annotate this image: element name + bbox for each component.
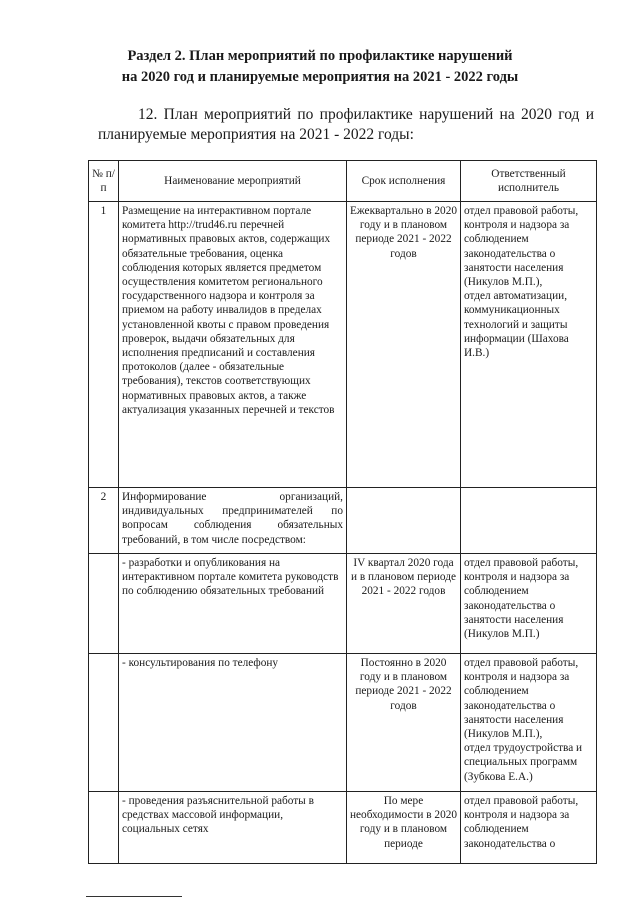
table-row [89,202,597,488]
row-responsible: отдел правовой работы, контроля и надзора за соблюдением законодательства о занятости населения (Никулов М.П.) [461,554,597,654]
footnote-divider [86,896,182,897]
row-num: 2 [89,488,119,554]
plan-table [88,160,597,864]
row-term: Ежеквартально в 2020 году и в плановом периоде 2021 - 2022 годов [347,202,461,488]
row-responsible: отдел правовой работы, контроля и надзора за соблюдением законодательства о [461,792,597,864]
intro-line-1: 12. План мероприятий по профилактике нарушений на 2020 год и [138,106,594,123]
header-name: Наименование мероприятий [119,161,347,202]
row-num [89,792,119,864]
table-header-row [89,161,597,202]
header-responsible: Ответственный исполнитель [461,161,597,202]
row-term: Постоянно в 2020 году и в плановом периоде 2021 - 2022 годов [347,654,461,792]
row-name: - проведения разъяснительной работы в средствах массовой информации, социальных сетях [119,792,347,864]
section-heading [0,46,640,88]
row-name: Размещение на интерактивном портале комитета http://trud46.ru перечней нормативных правовых актов, содержащих обязательные требования, оценка соблюдения которых является предметом осуществления комитетом регионального государственного надзора и контроля за приемом на работу инвалидов в пределах установленной квоты с правом проведения проверок, выдачи обязательных для исполнения предписаний и составления протоколов (далее - обязательные требования), текстов соответствующих нормативных правовых актов, а также актуализация указанных перечней и текстов [119,202,347,488]
row-term [347,488,461,554]
row-term: IV квартал 2020 года и в плановом периоде 2021 - 2022 годов [347,554,461,654]
section-title-line-2: на 2020 год и планируемые мероприятия на 2021 - 2022 годы [121,69,519,85]
row-responsible: отдел правовой работы, контроля и надзора за соблюдением законодательства о занятости населения (Никулов М.П.), отдел автоматизации, коммуникационных технологий и защиты информации (Шахова И.В.) [461,202,597,488]
row-name: - консультирования по телефону [119,654,347,792]
row-num [89,654,119,792]
table-row [89,488,597,554]
section-title-line-1: Раздел 2. План мероприятий по профилактике нарушений [127,48,513,64]
row-responsible: отдел правовой работы, контроля и надзора за соблюдением законодательства о занятости населения (Никулов М.П.), отдел трудоустройства и специальных программ (Зубкова Е.А.) [461,654,597,792]
row-responsible [461,488,597,554]
intro-paragraph [98,105,594,145]
row-num [89,554,119,654]
row-num: 1 [89,202,119,488]
intro-line-2: планируемые мероприятия на 2021 - 2022 годы: [98,126,414,143]
header-term: Срок исполнения [347,161,461,202]
row-name: Информирование организаций, индивидуальных предпринимателей по вопросам соблюдения обязательных требований, в том числе посредством: [119,488,347,554]
table-row [89,554,597,654]
row-term: По мере необходимости в 2020 году и в плановом периоде [347,792,461,864]
table-row [89,792,597,864]
row-name: - разработки и опубликования на интерактивном портале комитета руководств по соблюдению обязательных требований [119,554,347,654]
table-row [89,654,597,792]
header-num: № п/п [89,161,119,202]
